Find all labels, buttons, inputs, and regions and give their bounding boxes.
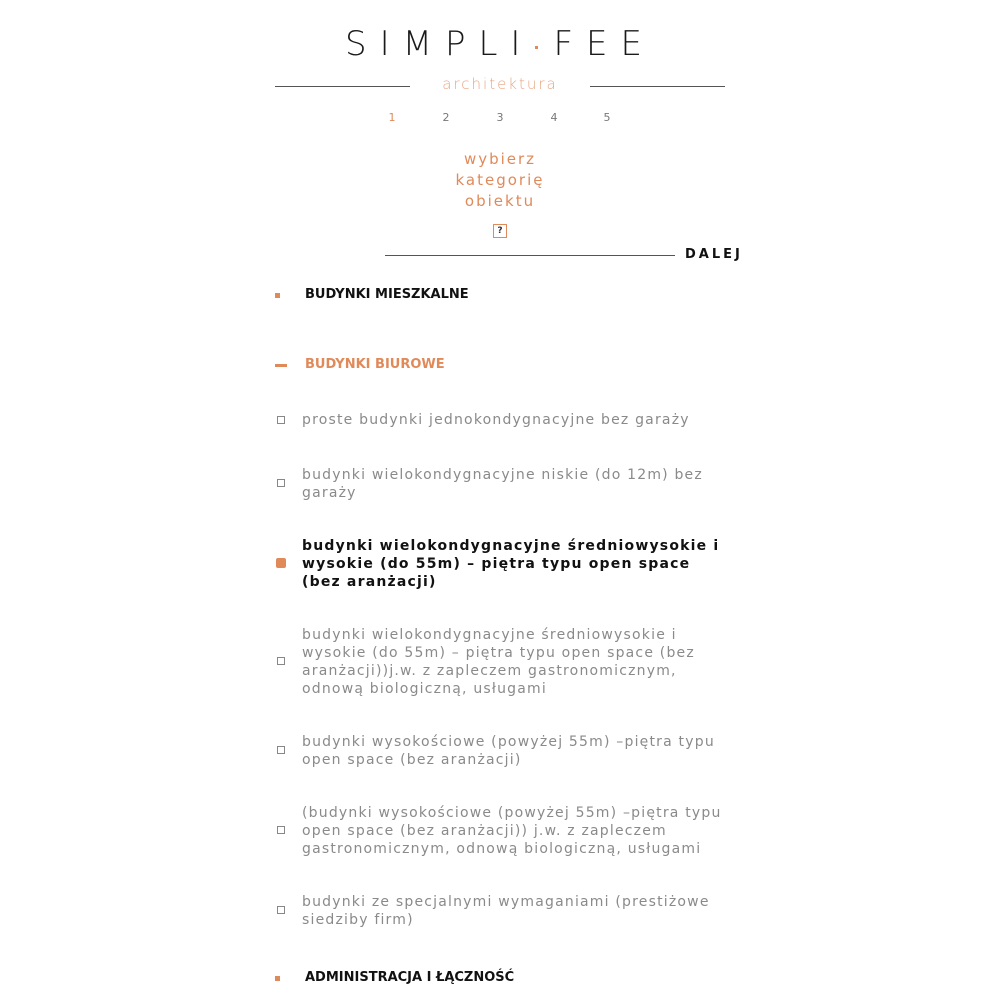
step-3[interactable]: 3 — [496, 111, 504, 124]
instruction-line-3: obiektu — [464, 192, 536, 210]
logo-part2: FEE — [553, 24, 655, 64]
checkbox-icon[interactable] — [277, 826, 285, 834]
checkbox-icon[interactable] — [277, 479, 285, 487]
option-label: (budynki wysokościowe (powyżej 55m) –piętra typu open space (bez aranżacji)) j.w. z zapleczem gastronomicznym, odnową biologiczną, usługami — [302, 805, 722, 857]
category-label: BUDYNKI BIUROWE — [305, 357, 445, 372]
option-label: budynki wysokościowe (powyżej 55m) –piętra typu open space (bez aranżacji) — [302, 734, 715, 768]
instruction-text — [400, 149, 600, 212]
checkbox-icon[interactable] — [277, 746, 285, 754]
option-4[interactable] — [275, 733, 725, 769]
category-label: BUDYNKI MIESZKALNE — [305, 287, 469, 302]
help-icon[interactable]: ? — [493, 224, 507, 238]
step-indicator — [370, 110, 630, 128]
option-3[interactable] — [275, 626, 725, 698]
logo — [0, 24, 1000, 64]
option-label: budynki wielokondygnacyjne średniowysokie i wysokie (do 55m) – piętra typu open space (bez aranżacji))j.w. z zapleczem gastronomicznym, odnową biologiczną, usługami — [302, 627, 695, 697]
checkbox-icon[interactable] — [277, 416, 285, 424]
divider-right — [590, 86, 725, 87]
checkbox-icon[interactable] — [277, 906, 285, 914]
next-row — [385, 245, 745, 265]
option-label: budynki ze specjalnymi wymaganiami (prestiżowe siedziby firm) — [302, 894, 710, 928]
option-0[interactable] — [275, 411, 725, 429]
option-6[interactable] — [275, 893, 725, 929]
category-label: ADMINISTRACJA I ŁĄCZNOŚĆ — [305, 970, 515, 985]
logo-part1: SIMPLI — [345, 24, 534, 64]
instruction-line-1: wybierz — [463, 150, 537, 168]
square-bullet-icon — [275, 976, 280, 981]
option-label: proste budynki jednokondygnacyjne bez garaży — [302, 412, 690, 428]
option-2[interactable] — [275, 537, 725, 591]
step-4[interactable]: 4 — [550, 111, 558, 124]
step-1[interactable]: 1 — [388, 111, 396, 124]
minus-icon — [275, 364, 287, 367]
square-bullet-icon — [275, 293, 280, 298]
option-label: budynki wielokondygnacyjne niskie (do 12m) bez garaży — [302, 467, 703, 501]
next-divider — [385, 255, 675, 256]
step-2[interactable]: 2 — [442, 111, 450, 124]
instruction-line-2: kategorię — [455, 171, 545, 189]
option-5[interactable] — [275, 804, 725, 858]
subtitle-row — [275, 74, 725, 98]
next-button[interactable]: DALEJ — [685, 247, 743, 262]
option-label: budynki wielokondygnacyjne średniowysokie i wysokie (do 55m) – piętra typu open space (bez aranżacji) — [302, 538, 720, 590]
option-1[interactable] — [275, 466, 725, 502]
step-5[interactable]: 5 — [603, 111, 611, 124]
checkbox-checked-icon[interactable] — [276, 558, 286, 568]
checkbox-icon[interactable] — [277, 657, 285, 665]
page-subtitle: architektura — [442, 75, 558, 93]
